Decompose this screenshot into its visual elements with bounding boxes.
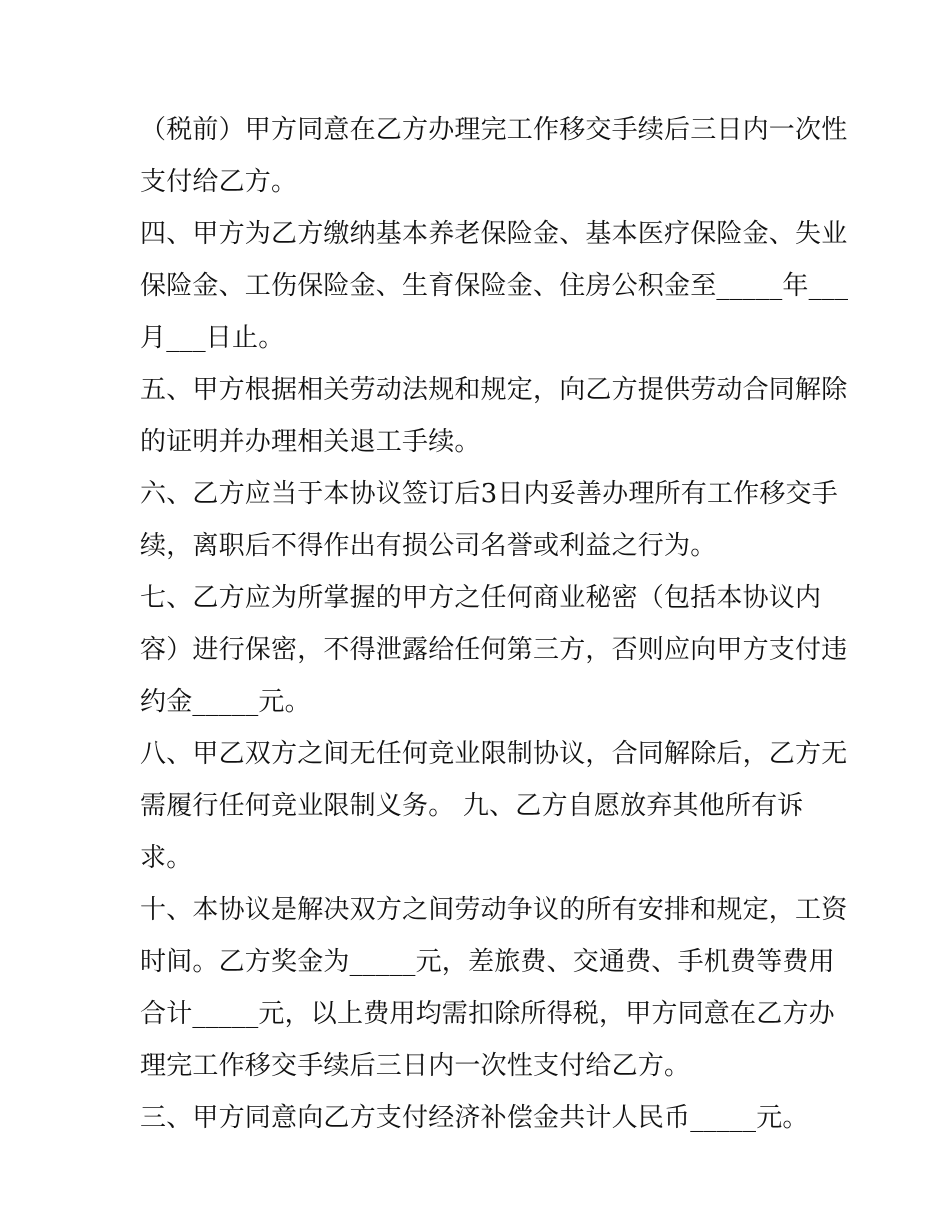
text-line: 的证明并办理相关退工手续。: [140, 427, 481, 457]
text-line: 续，离职后不得作出有损公司名誉或利益之行为。: [140, 531, 717, 561]
text-line: 求。: [140, 843, 193, 873]
text-line: 月___日止。: [140, 323, 285, 353]
text-line: 需履行任何竞业限制义务。 九、乙方自愿放弃其他所有诉: [140, 791, 804, 821]
text-line: 时间。乙方奖金为_____元，差旅费、交通费、手机费等费用: [140, 947, 835, 977]
text-line: （税前）甲方同意在乙方办理完工作移交手续后三日内一次性: [140, 115, 848, 145]
text-line: 四、甲方为乙方缴纳基本养老保险金、基本医疗保险金、失业: [140, 219, 848, 249]
text-line: 合计_____元，以上费用均需扣除所得税，甲方同意在乙方办: [140, 999, 835, 1029]
text-line: 三、甲方同意向乙方支付经济补偿金共计人民币_____元。: [140, 1103, 809, 1133]
text-line: 支付给乙方。: [140, 167, 298, 197]
text-line: 约金_____元。: [140, 687, 311, 717]
text-line: 六、乙方应当于本协议签订后3日内妥善办理所有工作移交手: [140, 479, 838, 509]
text-line: 五、甲方根据相关劳动法规和规定，向乙方提供劳动合同解除: [140, 375, 848, 405]
text-line: 理完工作移交手续后三日内一次性支付给乙方。: [140, 1051, 691, 1081]
text-line: 八、甲乙双方之间无任何竞业限制协议，合同解除后，乙方无: [140, 739, 848, 769]
text-line: 保险金、工伤保险金、生育保险金、住房公积金至_____年___: [140, 271, 849, 301]
text-line: 七、乙方应为所掌握的甲方之任何商业秘密（包括本协议内: [140, 583, 822, 613]
text-line: 十、本协议是解决双方之间劳动争议的所有安排和规定，工资: [140, 895, 848, 925]
text-line: 容）进行保密，不得泄露给任何第三方，否则应向甲方支付违: [140, 635, 848, 665]
